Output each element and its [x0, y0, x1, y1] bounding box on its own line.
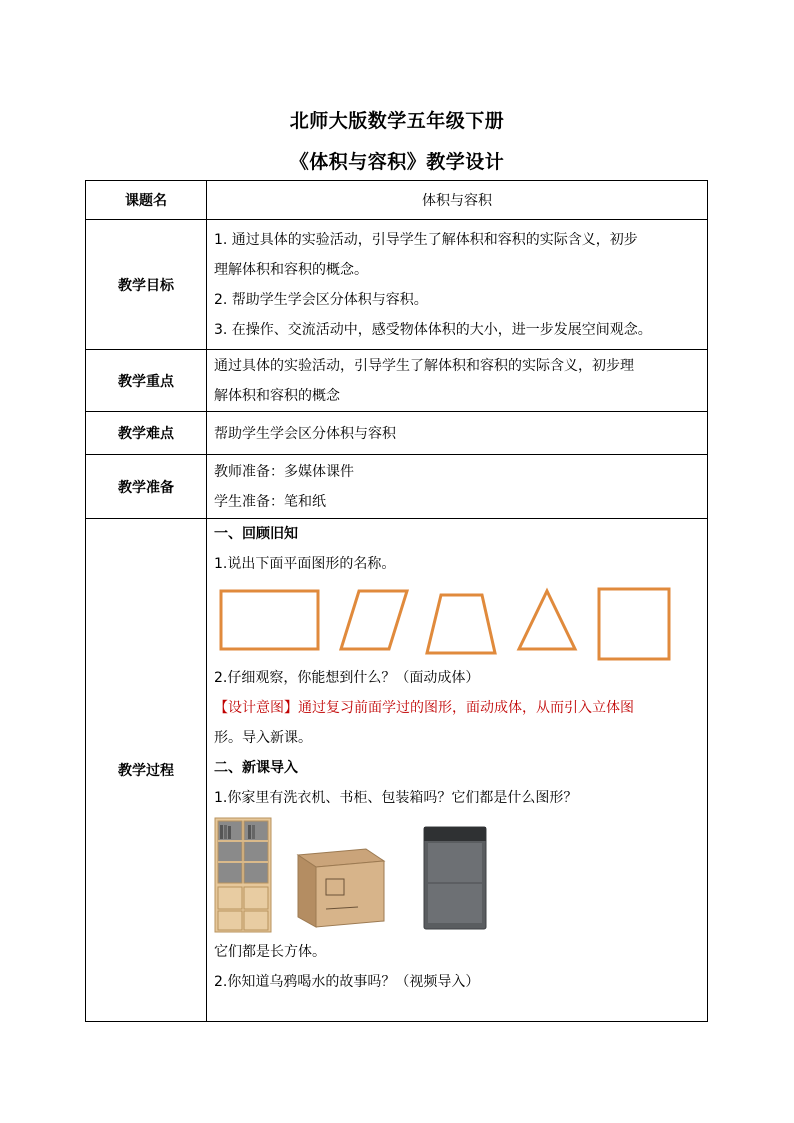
plane-shapes — [214, 579, 700, 663]
topic-label: 课题名 — [86, 181, 207, 220]
goals-row — [86, 220, 708, 350]
lesson-plan-table — [85, 180, 708, 1022]
section-review-title: 一、回顾旧知 — [214, 526, 298, 542]
key-content — [207, 350, 708, 412]
question-1: 1.说出下面平面图形的名称。 — [214, 556, 396, 572]
prep-label: 教学准备 — [86, 455, 207, 519]
design-intent-line-1 — [214, 693, 700, 723]
triangle-shape — [519, 591, 575, 649]
goals-content — [207, 220, 708, 350]
square-shape — [599, 589, 669, 659]
prep-row — [86, 455, 708, 519]
object-pictures — [214, 813, 700, 937]
rectangle-shape — [221, 591, 318, 649]
goals-label: 教学目标 — [86, 220, 207, 350]
prep-line: 学生准备：笔和纸 — [214, 493, 326, 510]
key-line: 通过具体的实验活动，引导学生了解体积和容积的实际含义，初步理 — [214, 357, 634, 374]
document-title: 北师大版数学五年级下册 — [289, 110, 505, 132]
topic-row — [86, 181, 708, 220]
section-new-lesson-title: 二、新课导入 — [214, 760, 298, 776]
goals-line: 3. 在操作、交流活动中，感受物体体积的大小，进一步发展空间观念。 — [214, 321, 652, 338]
document-subtitle: 《体积与容积》教学设计 — [289, 151, 505, 173]
process-content — [207, 519, 708, 1022]
plane-shapes-svg — [214, 585, 684, 661]
washing-machine-image — [422, 825, 488, 931]
key-line: 解体积和容积的概念 — [214, 387, 340, 404]
difficulty-label: 教学难点 — [86, 412, 207, 455]
design-intent-text: 通过复习前面学过的图形，面动成体，从而引入立体图 — [298, 700, 634, 716]
goals-line: 1. 通过具体的实验活动，引导学生了解体积和容积的实际含义，初步 — [214, 231, 638, 248]
design-intent-tag: 【设计意图】 — [214, 700, 298, 716]
prep-line: 教师准备：多媒体课件 — [214, 463, 354, 480]
trapezoid-shape — [427, 595, 495, 653]
process-label: 教学过程 — [86, 519, 207, 1022]
bookcase-image — [214, 817, 272, 933]
process-row — [86, 519, 708, 1022]
difficulty-row — [86, 412, 708, 455]
design-intent-line-2: 形。导入新课。 — [214, 730, 312, 746]
key-label: 教学重点 — [86, 350, 207, 412]
key-row — [86, 350, 708, 412]
question-3: 1.你家里有洗衣机、书柜、包装箱吗？它们都是什么图形？ — [214, 790, 578, 806]
goals-line: 理解体积和容积的概念。 — [214, 261, 368, 278]
cardboard-box-image — [296, 845, 386, 929]
answer-text: 它们都是长方体。 — [214, 944, 326, 960]
prep-content — [207, 455, 708, 519]
question-2: 2.仔细观察，你能想到什么？（面动成体） — [214, 670, 480, 686]
topic-value: 体积与容积 — [207, 181, 708, 220]
question-4: 2.你知道乌鸦喝水的故事吗？（视频导入） — [214, 974, 480, 990]
goals-line: 2. 帮助学生学会区分体积与容积。 — [214, 291, 428, 308]
parallelogram-shape — [341, 591, 407, 649]
difficulty-content: 帮助学生学会区分体积与容积 — [207, 412, 708, 455]
